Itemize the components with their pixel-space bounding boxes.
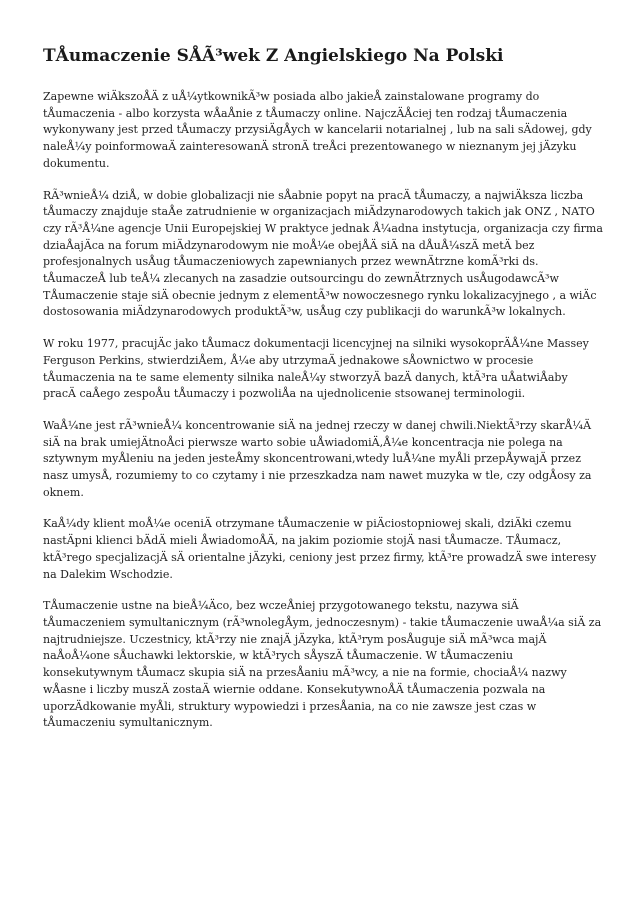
paragraph: Zapewne wiÄkszoÅÄ z uÅ¼ytkownikÃ³w posiada albo jakieÅ zainstalowane programy do tÅumaczenia - albo korzysta wÅaÅnie z tÅumaczy online. NajczÄÅciej ten rodzaj tÅumaczenia wykonywany jest przed tÅumaczy przysiÄgÅych w kancelarii notarialnej , lub na sali sÄdowej, gdy naleÅ¼y poinformowaÄ zainteresowanÄ stronÄ treÅci prezentowanego w nieznanym jej jÄzyku dokumentu. — [43, 90, 592, 170]
paragraph: RÃ³wnieÅ¼ dziÅ, w dobie globalizacji nie sÅabnie popyt na pracÄ tÅumaczy, a najwiÄksza liczba tÅumaczy znajduje staÅe zatrudnienie w organizacjach miÄdzynarodowych takich jak ONZ , NATO czy rÃ³Å¼ne agencje Unii Europejskiej W praktyce jednak Å¼adna instytucja, organizacja czy firma dziaÅajÄca na forum miÄdzynarodowym nie moÅ¼e obejÅÄ siÄ na dÅuÅ¼szÄ metÄ bez profesjonalnych usÅug tÅumaczeniowych zapewnianych przez wewnÄtrzne komÃ³rki ds. tÅumaczeÅ lub teÅ¼ zlecanych na zasadzie outsourcingu do zewnÄtrznych usÅugodawcÃ³w TÅumaczenie staje siÄ obecnie jednym z elementÃ³w nowoczesnego rynku lokalizacyjnego , a wiÄc dostosowania miÄdzynarodowych produktÃ³w, usÅug czy publikacji do warunkÃ³w lokalnych. — [43, 188, 603, 319]
paragraph: KaÅ¼dy klient moÅ¼e oceniÄ otrzymane tÅumaczenie w piÄciostopniowej skali, dziÄki czemu nastÄpni klienci bÄdÄ mieli ÅwiadomoÅÄ, na jakim poziomie stojÄ nasi tÅumacze. TÅumacz, ktÃ³rego specjalizacjÄ sÄ orientalne jÄzyki, ceniony jest przez firmy, ktÃ³re prowadzÄ swe interesy na Dalekim Wschodzie. — [43, 517, 597, 581]
document-page — [43, 45, 603, 747]
paragraph: WaÅ¼ne jest rÃ³wnieÅ¼ koncentrowanie siÄ na jednej rzeczy w danej chwili.NiektÃ³rzy skarÅ¼Ä siÄ na brak umiejÄtnoÅci pierwsze warto sobie uÅwiadomiÄ,Å¼e koncentracja nie polega na sztywnym myÅleniu na jeden jesteÅmy skoncentrowani,wtedy luÅ¼ne myÅli przepÅywajÄ przez nasz umysÅ, rozumiemy to co czytamy i nie przeszkadza nam nawet muzyka w tle, czy odgÅosy za oknem. — [43, 418, 592, 499]
paragraph: TÅumaczenie ustne na bieÅ¼Äco, bez wczeÅniej przygotowanego tekstu, nazywa siÄ tÅumaczeniem symultanicznym (rÃ³wnolegÅym, jednoczesnym) - takie tÅumaczenie uwaÅ¼a siÄ za najtrudniejsze. Uczestnicy, ktÃ³rzy nie znajÄ jÄzyka, ktÃ³rym posÅuguje siÄ mÃ³wca majÄ naÅoÅ¼one sÅuchawki lektorskie, w ktÃ³rych sÅyszÄ tÅumaczenie. W tÅumaczeniu konsekutywnym tÅumacz skupia siÄ na przesÅaniu mÃ³wcy, a nie na formie, chociaÅ¼ nazwy wÅasne i liczby muszÄ zostaÄ wiernie oddane. KonsekutywnoÅÄ tÅumaczenia pozwala na uporzÄdkowanie myÅli, struktury wypowiedzi i przesÅania, na co nie zawsze jest czas w tÅumaczeniu symultanicznym. — [43, 599, 602, 730]
paragraph: W roku 1977, pracujÄc jako tÅumacz dokumentacji licencyjnej na silniki wysokoprÄÅ¼ne Massey Ferguson Perkins, stwierdziÅem, Å¼e aby utrzymaÄ jednakowe sÅownictwo w procesie tÅumaczenia na te same elementy silnika naleÅ¼y stworzyÄ bazÄ danych, ktÃ³ra uÅatwiÅaby pracÄ caÅego zespoÅu tÅumaczy i pozwoliÅa na ujednolicenie stsowanej terminologii. — [43, 337, 589, 401]
document-title: TÅumaczenie SÅÃ³wek Z Angielskiego Na Polski — [43, 46, 504, 66]
